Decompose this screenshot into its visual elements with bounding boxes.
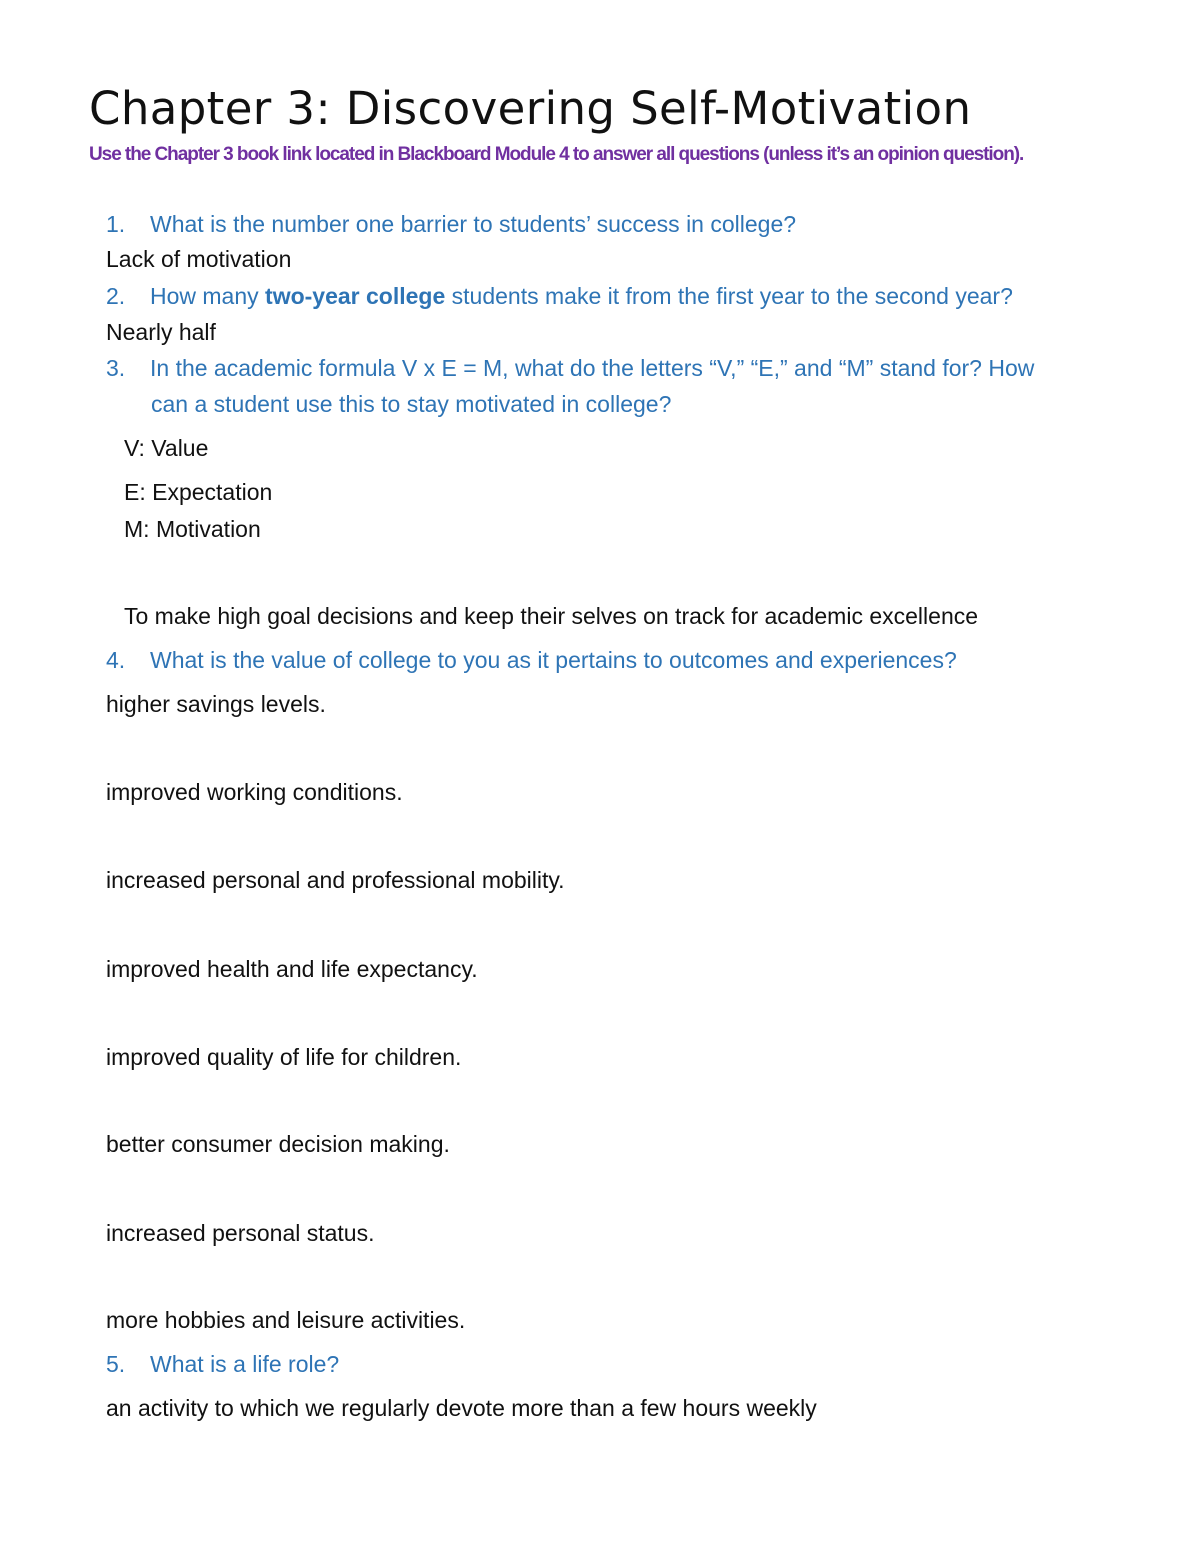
question-text-part: students make it from the first year to the second year? xyxy=(445,283,1013,309)
instructions-text: Use the Chapter 3 book link located in Blackboard Module 4 to answer all questions (unless it’s an opinion question). xyxy=(89,144,1024,165)
question-1 xyxy=(106,211,796,238)
question-5 xyxy=(106,1351,339,1378)
answer-4-item: improved working conditions. xyxy=(106,779,403,805)
question-3-continued: can a student use this to stay motivated in college? xyxy=(151,391,672,417)
question-text-part: How many xyxy=(150,283,266,309)
question-number: 4. xyxy=(106,647,126,673)
answer-4-item: improved quality of life for children. xyxy=(106,1044,462,1070)
answer-4-item: better consumer decision making. xyxy=(106,1131,450,1157)
question-text: What is the number one barrier to students’ success in college? xyxy=(150,211,797,237)
answer-4-item: increased personal and professional mobility. xyxy=(106,867,565,893)
question-text: What is a life role? xyxy=(150,1351,340,1377)
question-number: 1. xyxy=(106,211,126,237)
answer-3-motivation: M: Motivation xyxy=(124,516,261,542)
answer-4-item: increased personal status. xyxy=(106,1220,375,1246)
answer-4-item: more hobbies and leisure activities. xyxy=(106,1307,466,1333)
question-text: What is the value of college to you as it pertains to outcomes and experiences? xyxy=(150,647,957,673)
question-number: 3. xyxy=(106,355,126,381)
answer-1: Lack of motivation xyxy=(106,246,292,272)
question-3 xyxy=(106,355,1034,382)
question-number: 2. xyxy=(106,283,126,309)
question-2 xyxy=(106,283,1013,310)
question-text-emphasis: two-year college xyxy=(265,283,446,309)
question-4 xyxy=(106,647,957,674)
answer-3-value: V: Value xyxy=(124,435,209,461)
answer-2: Nearly half xyxy=(106,319,216,345)
question-number: 5. xyxy=(106,1351,126,1377)
answer-3-expectation: E: Expectation xyxy=(124,479,273,505)
question-text: In the academic formula V x E = M, what do the letters “V,” “E,” and “M” stand for? How xyxy=(150,355,1035,381)
answer-5: an activity to which we regularly devote more than a few hours weekly xyxy=(106,1395,817,1421)
answer-4-item: higher savings levels. xyxy=(106,691,326,717)
answer-4-item: improved health and life expectancy. xyxy=(106,956,478,982)
page-title: Chapter 3: Discovering Self-Motivation xyxy=(89,82,972,135)
answer-3-usage: To make high goal decisions and keep their selves on track for academic excellence xyxy=(124,603,979,629)
